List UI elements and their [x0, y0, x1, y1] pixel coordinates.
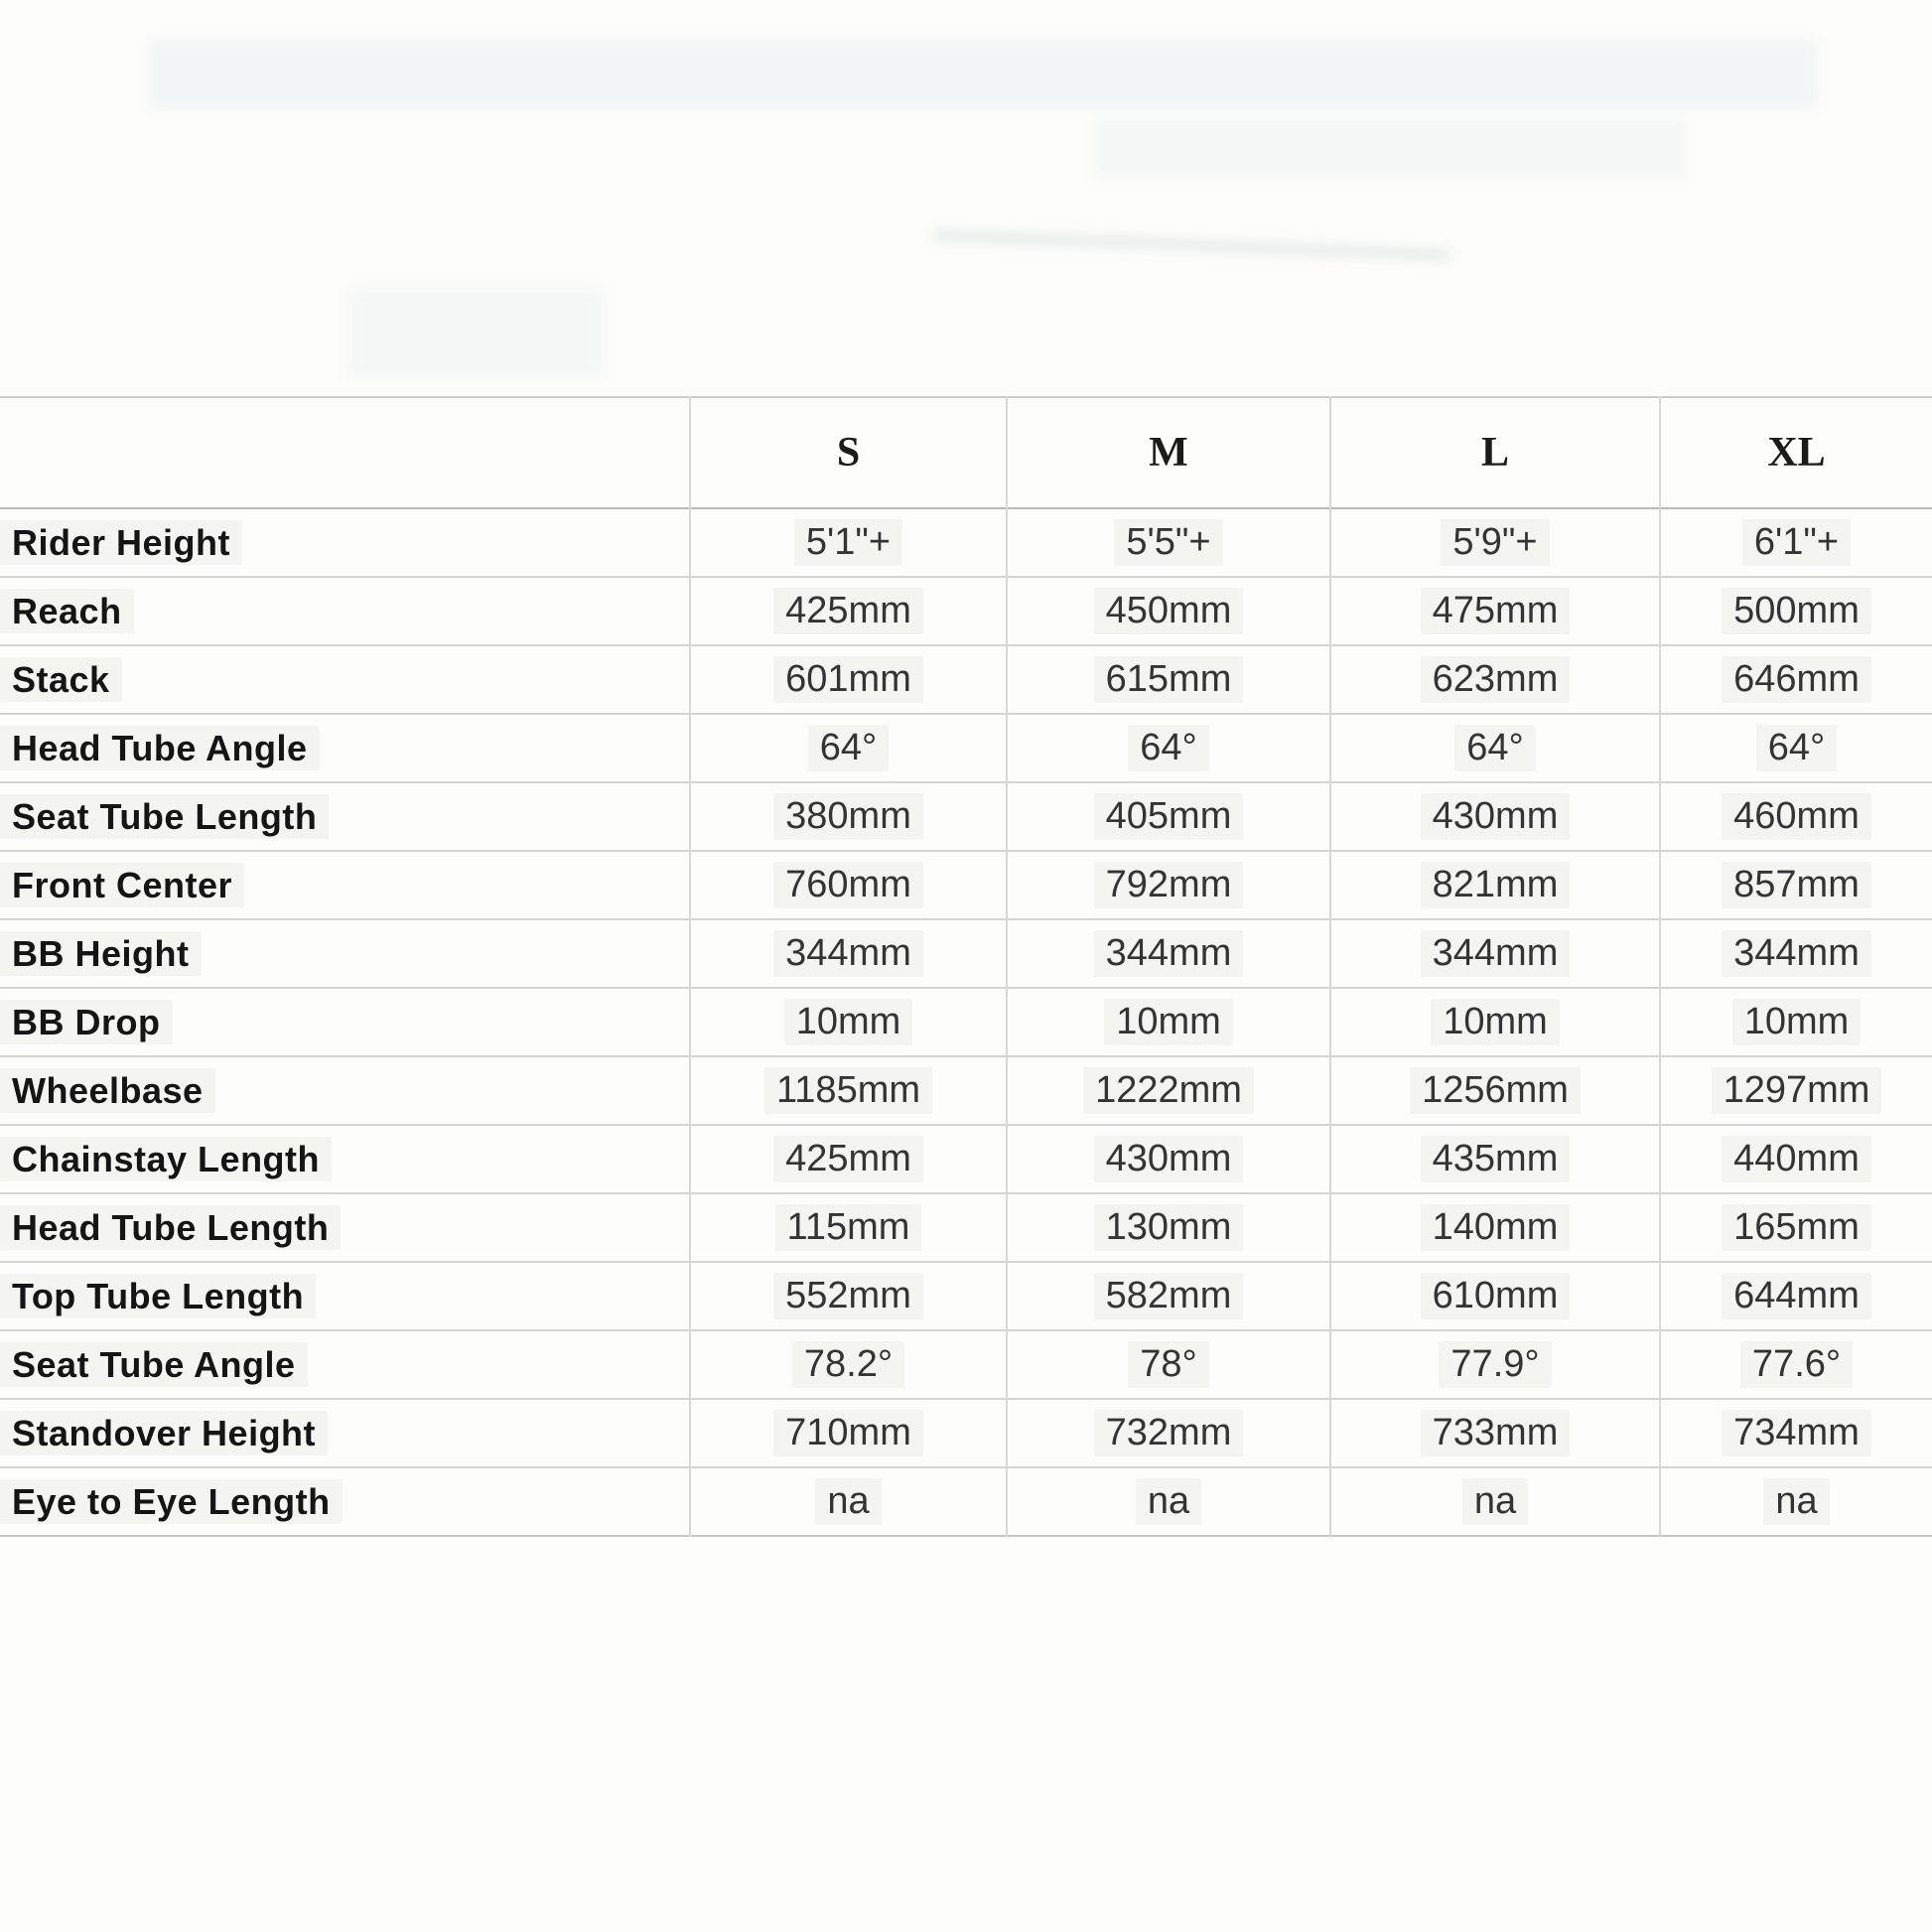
spec-value-text: 644mm — [1722, 1273, 1871, 1320]
spec-value-text: 78° — [1128, 1341, 1208, 1389]
spec-value-l — [1330, 1330, 1660, 1399]
spec-row — [0, 1193, 1932, 1262]
spec-value-s — [690, 851, 1007, 919]
spec-value-xl — [1660, 645, 1932, 714]
spec-value-text: 405mm — [1094, 793, 1244, 841]
spec-value-text: 425mm — [773, 588, 923, 635]
spec-value-text: 77.9° — [1439, 1341, 1551, 1389]
row-label — [0, 714, 690, 782]
spec-value-s — [690, 714, 1007, 782]
spec-row — [0, 645, 1932, 714]
spec-value-text: 1256mm — [1410, 1067, 1581, 1115]
spec-value-m — [1007, 1193, 1330, 1262]
spec-value-l — [1330, 1467, 1660, 1536]
spec-value-xl — [1660, 1330, 1932, 1399]
spec-value-text: na — [1763, 1478, 1829, 1526]
row-label — [0, 1056, 690, 1125]
spec-value-s — [690, 1193, 1007, 1262]
spec-value-text: na — [815, 1478, 881, 1526]
spec-value-text: 460mm — [1722, 793, 1871, 841]
spec-value-s — [690, 919, 1007, 988]
geometry-table-body — [0, 508, 1932, 1536]
spec-value-m — [1007, 1467, 1330, 1536]
spec-value-text: 430mm — [1094, 1136, 1244, 1183]
spec-value-s — [690, 988, 1007, 1056]
spec-value-text: 450mm — [1094, 588, 1244, 635]
spec-value-s — [690, 645, 1007, 714]
spec-value-m — [1007, 714, 1330, 782]
spec-value-m — [1007, 1330, 1330, 1399]
spec-value-l — [1330, 1056, 1660, 1125]
row-label-text: Front Center — [0, 863, 244, 908]
row-label — [0, 851, 690, 919]
spec-row — [0, 714, 1932, 782]
spec-value-text: 78.2° — [792, 1341, 904, 1389]
row-label-text: Head Tube Length — [0, 1205, 341, 1251]
row-label — [0, 919, 690, 988]
spec-value-s — [690, 1467, 1007, 1536]
spec-value-m — [1007, 1262, 1330, 1330]
spec-value-xl — [1660, 1193, 1932, 1262]
spec-value-l — [1330, 714, 1660, 782]
row-label — [0, 1125, 690, 1193]
spec-row — [0, 577, 1932, 645]
spec-value-xl — [1660, 1399, 1932, 1467]
row-label-text: BB Drop — [0, 1000, 173, 1045]
spec-value-text: 344mm — [1421, 930, 1571, 978]
spec-value-m — [1007, 919, 1330, 988]
spec-value-text: 610mm — [1421, 1273, 1571, 1320]
row-label — [0, 782, 690, 851]
spec-value-text: 6'1"+ — [1742, 519, 1851, 567]
spec-value-text: 5'1"+ — [794, 519, 902, 567]
spec-value-text: 64° — [808, 725, 889, 772]
spec-value-text: 1222mm — [1083, 1067, 1254, 1115]
spec-value-l — [1330, 919, 1660, 988]
size-column-header-xl: XL — [1660, 397, 1932, 508]
row-label-text: Stack — [0, 657, 122, 703]
spec-value-s — [690, 1125, 1007, 1193]
spec-value-xl — [1660, 988, 1932, 1056]
spec-value-text: 760mm — [773, 862, 923, 909]
scan-artifact — [149, 40, 1817, 109]
spec-value-l — [1330, 1193, 1660, 1262]
size-column-header-s: S — [690, 397, 1007, 508]
spec-value-m — [1007, 782, 1330, 851]
spec-value-text: 425mm — [773, 1136, 923, 1183]
spec-row — [0, 1262, 1932, 1330]
spec-value-text: 821mm — [1421, 862, 1571, 909]
spec-value-text: 710mm — [773, 1410, 923, 1457]
spec-value-xl — [1660, 1125, 1932, 1193]
spec-value-m — [1007, 645, 1330, 714]
spec-value-s — [690, 1330, 1007, 1399]
spec-value-l — [1330, 1125, 1660, 1193]
spec-value-xl — [1660, 1056, 1932, 1125]
row-label — [0, 988, 690, 1056]
spec-value-s — [690, 782, 1007, 851]
scan-artifact — [1092, 119, 1688, 179]
spec-value-text: 1185mm — [764, 1067, 932, 1115]
spec-row — [0, 851, 1932, 919]
row-label-text: Chainstay Length — [0, 1137, 332, 1182]
scan-artifact — [347, 288, 606, 377]
row-label-text: Top Tube Length — [0, 1274, 316, 1319]
spec-value-l — [1330, 988, 1660, 1056]
spec-value-text: 475mm — [1421, 588, 1571, 635]
spec-row — [0, 919, 1932, 988]
spec-value-s — [690, 508, 1007, 577]
row-label-text: Reach — [0, 589, 134, 634]
spec-row — [0, 508, 1932, 577]
row-label — [0, 1330, 690, 1399]
spec-value-xl — [1660, 508, 1932, 577]
spec-value-l — [1330, 1399, 1660, 1467]
row-label — [0, 1193, 690, 1262]
spec-value-l — [1330, 851, 1660, 919]
size-column-header-l: L — [1330, 397, 1660, 508]
spec-value-text: 165mm — [1722, 1204, 1871, 1252]
spec-value-m — [1007, 577, 1330, 645]
spec-value-l — [1330, 782, 1660, 851]
spec-row — [0, 1330, 1932, 1399]
spec-value-s — [690, 1056, 1007, 1125]
spec-row — [0, 988, 1932, 1056]
spec-value-xl — [1660, 782, 1932, 851]
spec-value-text: 130mm — [1094, 1204, 1244, 1252]
spec-value-text: 64° — [1128, 725, 1208, 772]
spec-value-text: 623mm — [1421, 656, 1571, 704]
spec-value-text: 10mm — [1104, 999, 1233, 1046]
spec-value-l — [1330, 1262, 1660, 1330]
spec-value-text: 380mm — [773, 793, 923, 841]
spec-value-text: 10mm — [784, 999, 913, 1046]
spec-value-text: 440mm — [1722, 1136, 1871, 1183]
spec-value-text: 344mm — [773, 930, 923, 978]
spec-value-l — [1330, 508, 1660, 577]
spec-value-text: 500mm — [1722, 588, 1871, 635]
spec-value-m — [1007, 508, 1330, 577]
spec-row — [0, 782, 1932, 851]
spec-value-text: 10mm — [1431, 999, 1560, 1046]
spec-value-text: 582mm — [1094, 1273, 1244, 1320]
spec-row — [0, 1125, 1932, 1193]
spec-value-text: 857mm — [1722, 862, 1871, 909]
row-label — [0, 645, 690, 714]
spec-value-text: 430mm — [1421, 793, 1571, 841]
spec-value-l — [1330, 645, 1660, 714]
spec-value-m — [1007, 1125, 1330, 1193]
row-label — [0, 577, 690, 645]
spec-value-text: 601mm — [773, 656, 923, 704]
geometry-table — [0, 396, 1932, 1537]
spec-value-text: na — [1462, 1478, 1528, 1526]
spec-value-text: 140mm — [1421, 1204, 1571, 1252]
spec-value-text: 435mm — [1421, 1136, 1571, 1183]
spec-value-text: 733mm — [1421, 1410, 1571, 1457]
spec-value-s — [690, 1399, 1007, 1467]
spec-value-text: 552mm — [773, 1273, 923, 1320]
spec-value-xl — [1660, 851, 1932, 919]
spec-value-text: 792mm — [1094, 862, 1244, 909]
spec-value-xl — [1660, 919, 1932, 988]
spec-value-text: 1297mm — [1712, 1067, 1882, 1115]
spec-value-text: 615mm — [1094, 656, 1244, 704]
spec-value-s — [690, 1262, 1007, 1330]
spec-value-text: 734mm — [1722, 1410, 1871, 1457]
row-label-text: Seat Tube Length — [0, 794, 329, 840]
size-column-header-m: M — [1007, 397, 1330, 508]
row-label-text: Seat Tube Angle — [0, 1342, 308, 1388]
row-label-text: Eye to Eye Length — [0, 1479, 343, 1525]
row-label — [0, 1262, 690, 1330]
spec-value-xl — [1660, 1467, 1932, 1536]
spec-value-m — [1007, 851, 1330, 919]
spec-value-xl — [1660, 577, 1932, 645]
spec-value-m — [1007, 988, 1330, 1056]
row-label-text: Rider Height — [0, 520, 242, 566]
spec-value-text: 64° — [1454, 725, 1535, 772]
spec-row — [0, 1056, 1932, 1125]
spec-value-l — [1330, 577, 1660, 645]
row-label-text: BB Height — [0, 931, 202, 977]
spec-value-xl — [1660, 1262, 1932, 1330]
spec-value-text: 732mm — [1094, 1410, 1244, 1457]
spec-value-text: 64° — [1756, 725, 1837, 772]
spec-value-text: 646mm — [1722, 656, 1871, 704]
spec-value-text: 115mm — [775, 1204, 922, 1252]
spec-value-xl — [1660, 714, 1932, 782]
row-label-text: Head Tube Angle — [0, 726, 320, 771]
spec-value-text: 10mm — [1732, 999, 1862, 1046]
row-label — [0, 508, 690, 577]
size-header-row — [0, 397, 1932, 508]
spec-value-text: na — [1136, 1478, 1201, 1526]
spec-value-text: 344mm — [1094, 930, 1244, 978]
spec-value-text: 5'5"+ — [1114, 519, 1222, 567]
spec-value-text: 5'9"+ — [1441, 519, 1549, 567]
row-label — [0, 1399, 690, 1467]
row-label-text: Wheelbase — [0, 1068, 215, 1114]
row-label — [0, 1467, 690, 1536]
scan-artifact — [933, 230, 1449, 260]
spec-value-text: 344mm — [1722, 930, 1871, 978]
spec-value-m — [1007, 1399, 1330, 1467]
corner-cell — [0, 397, 690, 508]
spec-value-m — [1007, 1056, 1330, 1125]
row-label-text: Standover Height — [0, 1411, 328, 1456]
spec-row — [0, 1467, 1932, 1536]
spec-row — [0, 1399, 1932, 1467]
spec-value-s — [690, 577, 1007, 645]
spec-value-text: 77.6° — [1740, 1341, 1853, 1389]
